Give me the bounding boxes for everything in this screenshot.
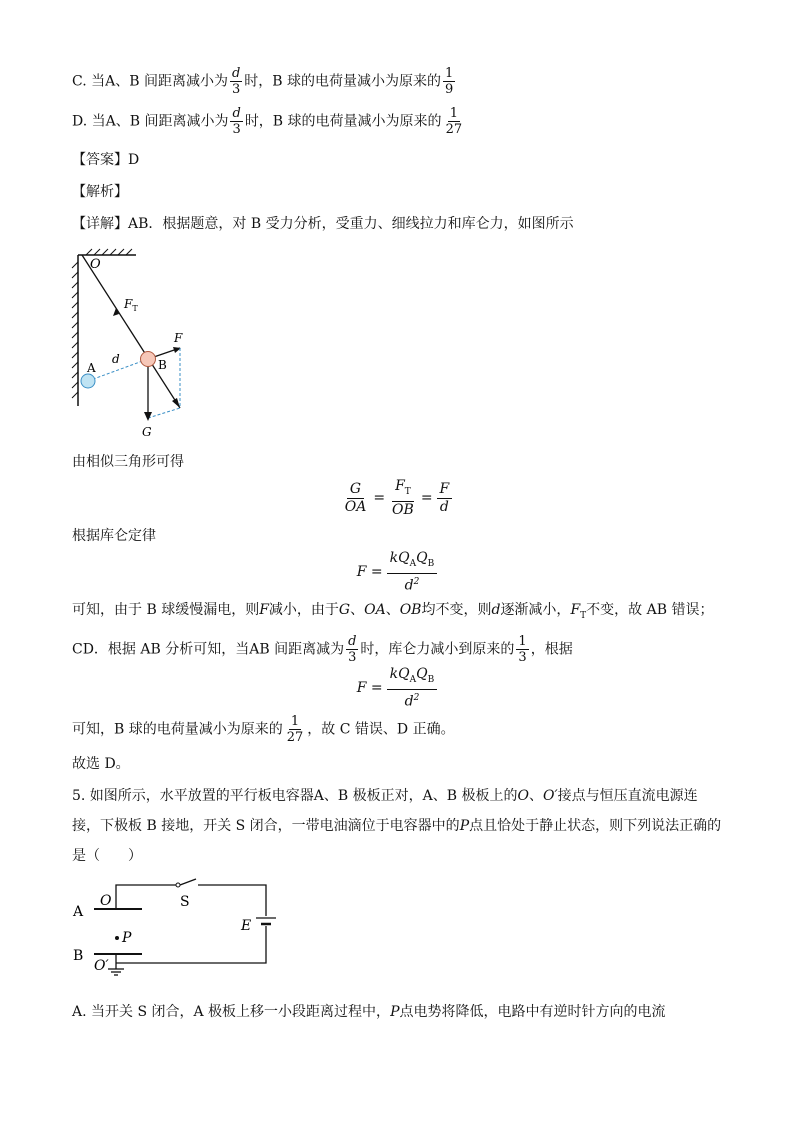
option-c: [72, 66, 457, 97]
ball-a: [81, 374, 95, 388]
frac-numerator: 1: [449, 106, 458, 121]
frac-denominator: d: [439, 498, 449, 515]
frac-numerator: G: [347, 481, 364, 499]
option-d: [72, 106, 466, 137]
label-emf: E: [241, 918, 252, 934]
label-d: d: [112, 352, 120, 366]
subscript: T: [404, 486, 411, 497]
frac-denominator: 3: [232, 122, 241, 137]
string-line: [82, 255, 180, 408]
label-f: F: [174, 331, 183, 345]
analysis-line: [72, 182, 128, 202]
choose-line: [72, 754, 130, 774]
ball-b: [141, 352, 156, 367]
eq-lhs: F =: [356, 680, 383, 697]
conclusion-frac-127: $\frac{1}{27}$: [286, 714, 304, 745]
detail-line: [72, 214, 574, 234]
coulomb-text: 根据库仑定律: [72, 528, 156, 544]
eq1-frac-f-d: [437, 481, 453, 516]
answer-line: [72, 150, 139, 170]
label-plate-b: B: [73, 948, 84, 964]
parallelogram-bottom-dashed: [148, 408, 180, 418]
frac-numerator: 1: [445, 66, 454, 81]
similar-line: [72, 452, 184, 472]
answer-value: D: [128, 152, 140, 168]
detail-text: AB．根据题意，对 B 受力分析，受重力、细线拉力和库仑力，如图所示: [128, 216, 574, 232]
coulomb-line: [72, 526, 156, 546]
frac-numerator: d: [231, 66, 241, 81]
equals-sign: =: [373, 490, 386, 507]
similar-text: 由相似三角形可得: [72, 454, 184, 470]
frac-numerator: F: [395, 478, 405, 494]
option-c-middle: 时，B 球的电荷量减小为原来的: [244, 73, 442, 90]
q5-option-a: A. 当开关 S 闭合，A 极板上移一小段距离过程中，P点电势将降低，电路中有逆时针方向的电流: [72, 1004, 666, 1020]
ceiling-hatch: [86, 249, 132, 255]
option-d-frac-d3: [230, 106, 242, 137]
q5-line1: 5. 如图所示，水平放置的平行板电容器A、B 极板正对，A、B 极板上的O、O′接点与恒压直流电源连: [72, 788, 698, 804]
option-d-prefix: D. 当A、B 间距离减小为: [72, 113, 229, 130]
frac-denominator: OA: [344, 498, 367, 515]
force-diagram: [66, 246, 196, 442]
frac-denominator: 9: [445, 82, 454, 97]
point-p: [115, 936, 119, 940]
switch-blade: [180, 879, 196, 885]
frac-denominator: 3: [231, 82, 241, 97]
conclusion-ab: 可知，由于 B 球缓慢漏电，则F减小，由于G、OA、OB均不变，则d逐渐减小，$F_T$不变，故 AB 错误；: [72, 602, 714, 621]
equation-similar: [0, 478, 794, 519]
cd-frac-d3: $\frac{d}{3}$: [348, 634, 357, 665]
choose-text: 故选 D。: [72, 756, 130, 772]
option-d-frac-127: [444, 106, 465, 137]
label-o-prime: O′: [94, 958, 109, 974]
label-ft: $F_T$: [124, 297, 138, 313]
eq2-frac: $\frac{kQ_AQ_B}{d^2}$: [387, 550, 438, 594]
frac-numerator: d: [232, 106, 241, 121]
frac-numerator: F: [437, 481, 453, 499]
label-o: O: [90, 257, 101, 272]
answer-label: 【答案】: [72, 152, 128, 168]
wall-hatch: [72, 262, 78, 398]
label-g: G: [142, 425, 152, 439]
equals-sign: =: [420, 490, 433, 507]
cd-line: CD．根据 AB 分析可知，当AB 间距离减为 $\frac{d}{3}$ 时，库仑力减小到原来的 $\frac{1}{3}$ ，根据: [72, 634, 573, 665]
equation-coulomb-1: [0, 550, 794, 594]
option-d-middle: 时，B 球的电荷量减小为原来的: [244, 113, 442, 130]
label-plate-a: A: [73, 904, 84, 920]
label-switch: S: [180, 894, 190, 910]
label-p: P: [122, 930, 132, 946]
label-b: B: [158, 358, 167, 372]
frac-denominator: OB: [392, 501, 414, 518]
eq3-frac: $\frac{kQ_AQ_B}{d^2}$: [387, 666, 438, 710]
wire-top-left: [116, 885, 176, 909]
option-c-frac-d3: [230, 66, 242, 97]
option-c-prefix: C. 当A、B 间距离减小为: [72, 73, 228, 90]
analysis-label: 【解析】: [72, 184, 128, 200]
q5-line2: 接，下极板 B 接地，开关 S 闭合，一带电油滴位于电容器中的P点且恰处于静止状态，则下列说法正确的: [72, 818, 722, 834]
conclusion-cd: 可知，B 球的电荷量减小为原来的 $\frac{1}{27}$ ，故 C 错误、D 正确。: [72, 714, 455, 745]
resultant-arrowhead: [172, 398, 180, 408]
equation-coulomb-2: [0, 666, 794, 710]
switch-pivot: [176, 883, 180, 887]
gravity-arrowhead: [144, 412, 152, 421]
label-o: O: [100, 893, 112, 909]
eq1-frac-g-oa: [342, 481, 370, 516]
option-c-frac-19: [443, 66, 455, 97]
wire-top-right: [198, 885, 266, 916]
label-a: A: [87, 361, 96, 375]
capacitor-circuit: [70, 876, 280, 976]
q5-line3: 是（ ）: [72, 848, 142, 864]
detail-label: 【详解】: [72, 216, 128, 232]
cd-frac-13: $\frac{1}{3}$: [518, 634, 527, 665]
eq-lhs: F =: [356, 564, 383, 581]
frac-denominator: 27: [445, 122, 463, 137]
eq1-frac-ft-ob: [389, 478, 417, 519]
